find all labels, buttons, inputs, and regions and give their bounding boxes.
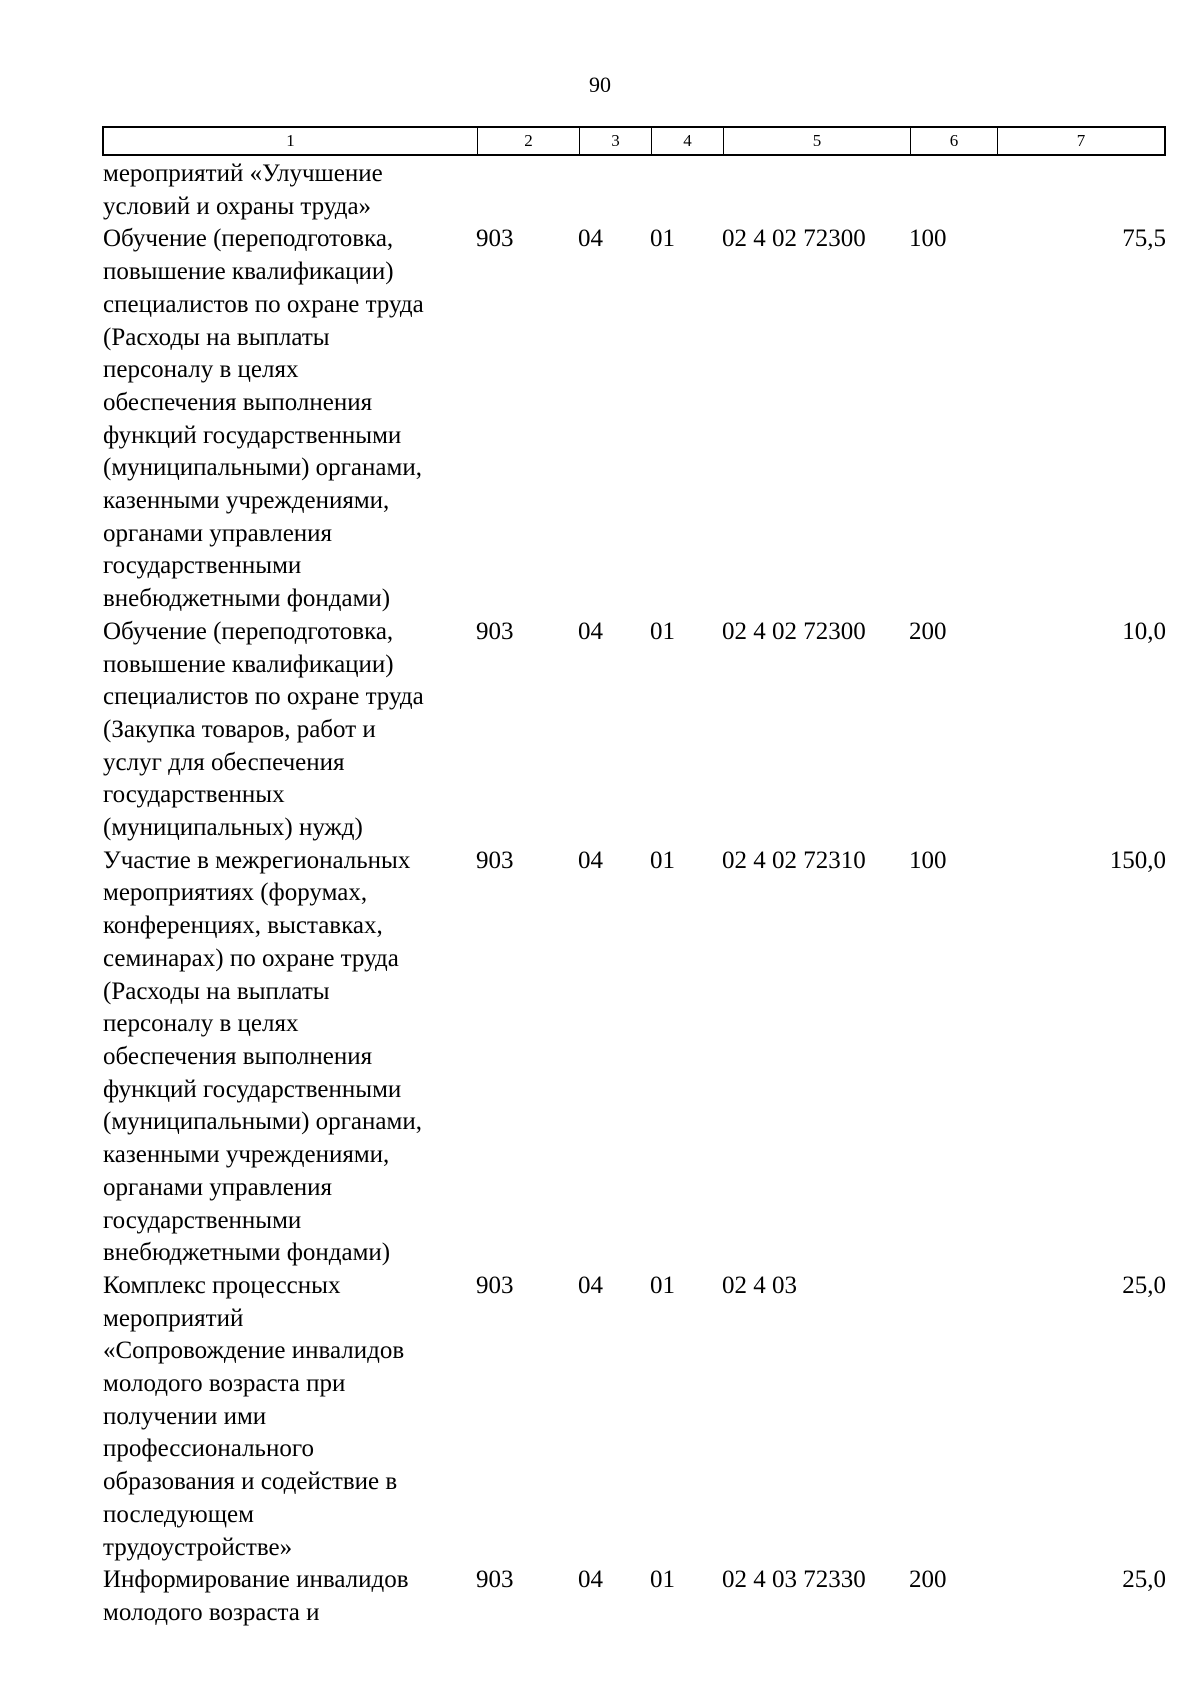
description-line: персоналу в целях xyxy=(103,356,299,384)
description-line: государственными xyxy=(103,552,302,580)
description-line: внебюджетными фондами) xyxy=(103,1239,391,1267)
column-header-6: 6 xyxy=(911,128,998,154)
table-row xyxy=(102,1270,1166,1564)
table-row xyxy=(102,1564,1166,1629)
description-line: обеспечения выполнения xyxy=(103,1042,373,1070)
description-line: мероприятий «Улучшение xyxy=(103,160,383,187)
row-subsection-code: 01 xyxy=(650,617,675,645)
description-line: Комплекс процессных xyxy=(103,1271,341,1299)
column-header-2: 2 xyxy=(478,128,580,154)
row-target-article-code: 02 4 03 72330 xyxy=(722,1566,866,1594)
row-subsection-code: 01 xyxy=(650,1271,675,1299)
description-line: функций государственными xyxy=(103,1075,402,1103)
row-expense-type-code: 100 xyxy=(909,225,947,253)
description-line: функций государственными xyxy=(103,421,402,449)
row-section-code: 04 xyxy=(578,1566,603,1594)
column-header-1: 1 xyxy=(104,128,478,154)
row-amount: 25,0 xyxy=(1122,1566,1166,1594)
description-line: государственных xyxy=(103,781,285,809)
row-section-code: 04 xyxy=(578,225,603,253)
description-line: специалистов по охране труда xyxy=(103,290,424,318)
row-description xyxy=(102,158,476,223)
table-body xyxy=(102,158,1166,1630)
description-line: Обучение (переподготовка, xyxy=(103,617,394,645)
table-row xyxy=(102,158,1166,223)
description-line: органами управления xyxy=(103,519,333,547)
row-section-code xyxy=(578,158,650,223)
row-subsection-code: 01 xyxy=(650,846,675,874)
row-amount: 75,5 xyxy=(1122,225,1166,253)
row-subsection-code: 01 xyxy=(650,1566,675,1594)
row-grbs-code: 903 xyxy=(476,1271,514,1299)
description-line: (муниципальных) нужд) xyxy=(103,814,363,842)
description-line: органами управления xyxy=(103,1173,333,1201)
column-header-7: 7 xyxy=(1076,131,1086,150)
row-target-article-code: 02 4 02 72300 xyxy=(722,617,866,645)
description-line: (Закупка товаров, работ и xyxy=(103,715,376,743)
table-row xyxy=(102,845,1166,1270)
row-description xyxy=(102,223,476,615)
row-grbs-code xyxy=(476,158,578,223)
row-description xyxy=(102,616,476,845)
row-target-article-code: 02 4 03 xyxy=(722,1271,797,1299)
description-line: молодого возраста при xyxy=(103,1370,346,1398)
description-line: Участие в межрегиональных xyxy=(103,846,411,874)
column-header-3: 3 xyxy=(580,128,652,154)
description-line: повышение квалификации) xyxy=(103,650,394,678)
row-target-article-code: 02 4 02 72310 xyxy=(722,846,866,874)
description-line: Обучение (переподготовка, xyxy=(103,225,394,253)
description-line: профессионального xyxy=(103,1435,314,1463)
description-line: государственными xyxy=(103,1206,302,1234)
row-grbs-code: 903 xyxy=(476,617,514,645)
description-line: «Сопровождение инвалидов xyxy=(103,1337,405,1365)
column-header-4: 4 xyxy=(652,128,724,154)
description-line: Информирование инвалидов xyxy=(103,1566,409,1594)
description-line: конференциях, выставках, xyxy=(103,912,383,940)
description-line: внебюджетными фондами) xyxy=(103,585,391,613)
row-section-code: 04 xyxy=(578,1271,603,1299)
row-grbs-code: 903 xyxy=(476,1566,514,1594)
row-grbs-code: 903 xyxy=(476,225,514,253)
row-grbs-code: 903 xyxy=(476,846,514,874)
description-line: образования и содействие в xyxy=(103,1468,398,1496)
row-subsection-code: 01 xyxy=(650,225,675,253)
row-amount: 10,0 xyxy=(1122,617,1166,645)
description-line: условий и охраны труда» xyxy=(103,192,372,220)
description-line: (Расходы на выплаты xyxy=(103,977,330,1005)
description-line: мероприятий xyxy=(103,1304,244,1332)
row-amount xyxy=(996,158,1166,223)
column-header-5: 5 xyxy=(724,128,911,154)
description-line: последующем xyxy=(103,1500,254,1528)
row-amount: 150,0 xyxy=(1109,846,1166,874)
description-line: получении ими xyxy=(103,1402,267,1430)
description-line: услуг для обеспечения xyxy=(103,748,345,776)
description-line: казенными учреждениями, xyxy=(103,1141,390,1169)
row-expense-type-code xyxy=(909,1270,996,1564)
row-description xyxy=(102,845,476,1270)
description-line: казенными учреждениями, xyxy=(103,487,390,515)
description-line: персоналу в целях xyxy=(103,1010,299,1038)
row-section-code: 04 xyxy=(578,617,603,645)
row-subsection-code xyxy=(650,158,722,223)
description-line: семинарах) по охране труда xyxy=(103,944,399,972)
page-number: 90 xyxy=(589,72,611,97)
row-expense-type-code: 100 xyxy=(909,846,947,874)
description-line: специалистов по охране труда xyxy=(103,683,424,711)
table-row xyxy=(102,616,1166,845)
row-section-code: 04 xyxy=(578,846,603,874)
row-amount: 25,0 xyxy=(1122,1271,1166,1299)
description-line: повышение квалификации) xyxy=(103,258,394,286)
description-line: (муниципальными) органами, xyxy=(103,1108,422,1136)
description-line: обеспечения выполнения xyxy=(103,388,373,416)
row-expense-type-code xyxy=(909,158,996,223)
row-expense-type-code: 200 xyxy=(909,617,947,645)
row-description xyxy=(102,1564,476,1629)
description-line: трудоустройстве» xyxy=(103,1533,293,1561)
row-target-article-code: 02 4 02 72300 xyxy=(722,225,866,253)
row-expense-type-code: 200 xyxy=(909,1566,947,1594)
description-line: (муниципальными) органами, xyxy=(103,454,422,482)
description-line: мероприятиях (форумах, xyxy=(103,879,368,907)
description-line: молодого возраста и xyxy=(103,1598,320,1626)
table-header xyxy=(102,126,1166,156)
description-line: (Расходы на выплаты xyxy=(103,323,330,351)
table-row xyxy=(102,223,1166,615)
row-target-article-code xyxy=(722,158,909,223)
row-description xyxy=(102,1270,476,1564)
